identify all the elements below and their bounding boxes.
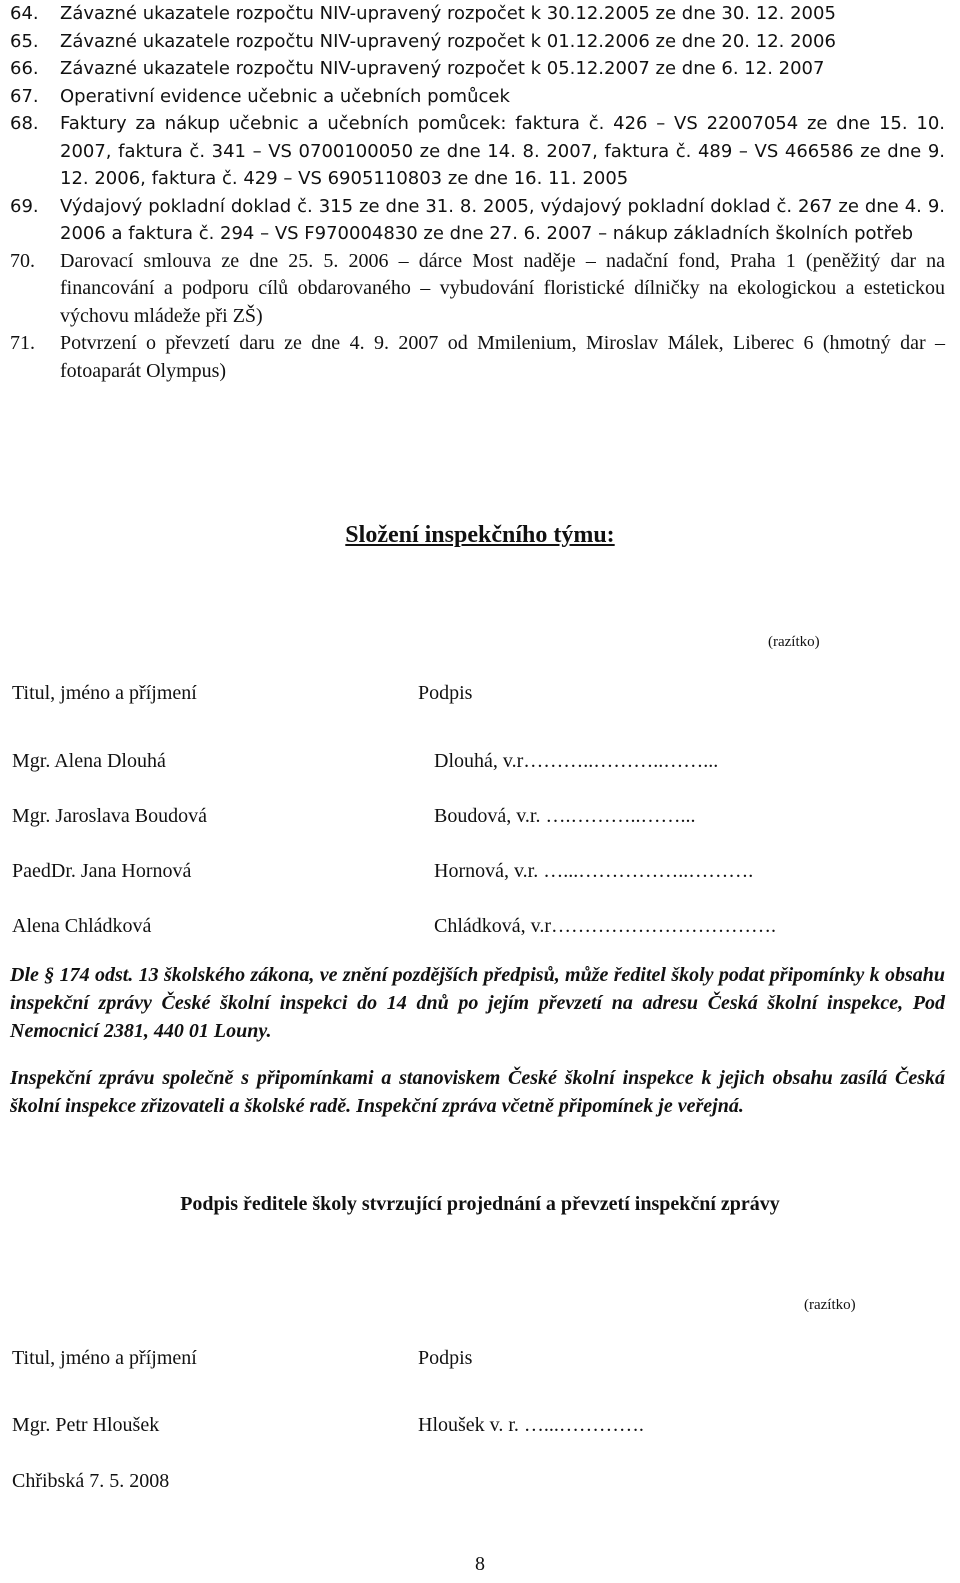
list-item — [10, 330, 945, 385]
column-sign-label: Podpis — [418, 1347, 473, 1369]
item-text: Výdajový pokladní doklad č. 315 ze dne 31. 8. 2005, výdajový pokladní doklad č. 267 ze dne 4. 9. 2006 a faktura č. 294 – VS F970004830 ze dne 27. 6. 2007 – nákup základních školních potřeb — [60, 195, 945, 244]
item-text: Závazné ukazatele rozpočtu NIV-upravený rozpočet k 01.12.2006 ze dne 20. 12. 2006 — [60, 30, 836, 52]
item-number: 68. — [10, 113, 39, 134]
list-item — [10, 28, 945, 56]
stamp-placeholder: (razítko) — [768, 634, 820, 650]
item-text: Závazné ukazatele rozpočtu NIV-upravený rozpočet k 30.12.2005 ze dne 30. 12. 2005 — [60, 3, 836, 24]
list-item — [10, 193, 945, 248]
item-text: Potvrzení o převzetí daru ze dne 4. 9. 2007 od Mmilenium, Miroslav Málek, Liberec 6 (hmotný dar – fotoaparát Olympus) — [60, 332, 945, 382]
item-number: 70. — [10, 249, 35, 272]
notice-paragraph: Dle § 174 odst. 13 školského zákona, ve znění pozdějších předpisů, může ředitel školy podat připomínky k obsahu inspekční zprávy České školní inspekci do 14 dnů po jejím převzetí na adresu Česká školní inspekce, Pod Nemocnicí 2381, 440 01 Louny. — [10, 964, 945, 1042]
member-signature: Dlouhá, v.r………..………..……... — [434, 750, 719, 772]
director-name: Mgr. Petr Hloušek — [12, 1414, 160, 1436]
list-item — [10, 0, 945, 28]
item-number: 71. — [10, 332, 35, 354]
column-sign-label: Podpis — [418, 682, 473, 704]
column-name-label: Titul, jméno a příjmení — [12, 682, 197, 704]
list-item — [10, 110, 945, 193]
member-name: Mgr. Jaroslava Boudová — [12, 805, 207, 827]
member-name: PaedDr. Jana Hornová — [12, 860, 192, 882]
member-signature: Boudová, v.r. ….………..……... — [434, 805, 696, 827]
member-name: Mgr. Alena Dlouhá — [12, 750, 166, 772]
page-number: 8 — [475, 1553, 485, 1575]
column-name-label: Titul, jméno a příjmení — [12, 1347, 197, 1369]
item-number: 65. — [10, 30, 39, 52]
item-text: Závazné ukazatele rozpočtu NIV-upravený rozpočet k 05.12.2007 ze dne 6. 12. 2007 — [60, 58, 825, 79]
item-text: Operativní evidence učebnic a učebních pomůcek — [60, 85, 510, 107]
member-signature: Chládková, v.r……………………………. — [434, 915, 777, 937]
team-heading: Složení inspekčního týmu: — [345, 522, 615, 548]
item-number: 69. — [10, 195, 39, 217]
item-number: 66. — [10, 58, 39, 79]
list-item — [10, 83, 945, 111]
place-date: Chřibská 7. 5. 2008 — [12, 1470, 170, 1492]
list-item — [10, 248, 945, 331]
director-signature: Hloušek v. r. …...…………. — [418, 1414, 644, 1436]
attachment-list — [10, 0, 945, 385]
notice-paragraph: Inspekční zprávu společně s připomínkami a stanoviskem České školní inspekce k jejich obsahu zasílá Česká školní inspekce zřizovateli a školské radě. Inspekční zpráva včetně připomínek je veřejná. — [10, 1067, 945, 1117]
member-signature: Hornová, v.r. …...……………..………. — [434, 860, 754, 882]
member-name: Alena Chládková — [12, 915, 152, 937]
item-text: Faktury za nákup učebnic a učebních pomůcek: faktura č. 426 – VS 22007054 ze dne 15. 10. 2007, faktura č. 341 – VS 0700100050 ze dne 14. 8. 2007, faktura č. 489 – VS 466586 ze dne 9. 12. 2006, faktura č. 429 – VS 6905110803 ze dne 16. 11. 2005 — [60, 113, 945, 189]
item-number: 64. — [10, 3, 39, 24]
stamp-placeholder: (razítko) — [804, 1297, 856, 1313]
item-text: Darovací smlouva ze dne 25. 5. 2006 – dárce Most naděje – nadační fond, Praha 1 (peněžitý dar na financování a podporu cílů obdarovaného – vybudování floristické dílničky na ekologickou a estetickou výchovu mládeže při ZŠ) — [60, 249, 945, 327]
director-heading: Podpis ředitele školy stvrzující projednání a převzetí inspekční zprávy — [180, 1193, 780, 1215]
item-number: 67. — [10, 85, 39, 107]
list-item — [10, 55, 945, 83]
